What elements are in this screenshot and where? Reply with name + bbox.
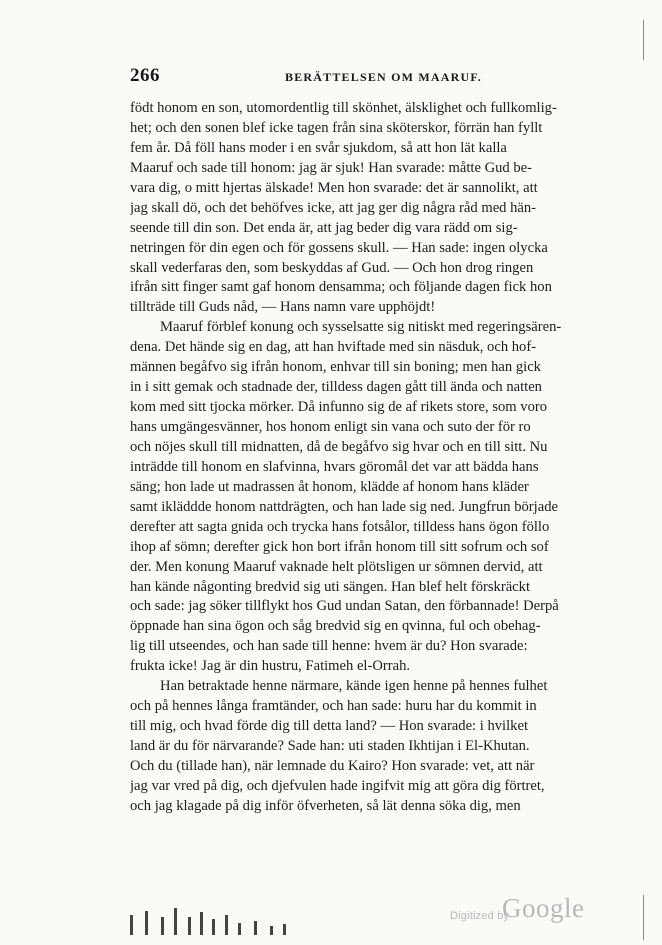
text-line: Maaruf förblef konung och sysselsatte sig nitiskt med regeringsären-: [160, 319, 562, 336]
text-line: Maaruf och sade till honom: jag är sjuk! Han svarade: måtte Gud be-: [130, 159, 533, 176]
watermark-prefix: Digitized by: [450, 910, 510, 922]
text-line: samt ikläddde honom nattdrägten, och han lade sig ned. Jungfrun började: [130, 498, 558, 515]
text-line: der. Men konung Maaruf vaknade helt plötsligen ur sömnen dervid, att: [130, 558, 543, 575]
google-watermark: [450, 895, 640, 929]
text-line: hans umgängesvänner, hos honom enligt sin vana och suto der för ro: [130, 419, 531, 435]
text-line: tillträde till Guds nåd, — Hans namn vare upphöjdt!: [130, 299, 436, 316]
text-line: Och du (tillade han), när lemnade du Kairo? Hon svarade: vet, att när: [130, 757, 535, 774]
page-header: [130, 64, 630, 88]
text-line: och jag klagade på dig inför öfverheten, så lät denna söka dig, men: [130, 797, 521, 814]
text-line: Han betraktade henne närmare, kände igen henne på hennes fulhet: [160, 678, 548, 695]
text-line: och på hennes långa framtänder, och han sade: huru har du kommit in: [130, 698, 537, 715]
text-line: öppnade han sina ögon och såg bredvid sig en qvinna, ful och obehag-: [130, 618, 541, 635]
running-head: BERÄTTELSEN OM MAARUF.: [285, 70, 482, 84]
text-line: skall vederfaras den, som beskyddas af Gud. — Och hon drog ringen: [130, 259, 534, 276]
text-line: vara dig, o mitt hjertas älskade! Men hon svarade: det är sannolikt, att: [130, 179, 538, 196]
body-text: [130, 99, 630, 817]
page-number: 266: [130, 65, 160, 86]
text-line: fem år. Då föll hans moder i en svår sjukdom, så att hon lät kalla: [130, 139, 507, 156]
text-line: netringen för din egen och för gossens skull. — Han sade: ingen olycka: [130, 239, 548, 256]
text-line: dena. Det hände sig en dag, att han hviftade med sin näsduk, och hof-: [130, 339, 537, 356]
text-line: säng; hon lade ut madrassen åt honom, klädde af honom hans kläder: [130, 478, 529, 495]
footer-marks: [130, 905, 300, 935]
text-line: kom med sitt tjocka mörker. Då infunno sig de af rikets store, som voro: [130, 399, 548, 416]
text-line: och nöjes skull till midnatten, då de begåfvo sig hvar och en till sitt. Nu: [130, 438, 548, 455]
text-line: land är du för närvarande? Sade han: uti staden Ikhtijan i El-Khutan.: [130, 738, 530, 754]
text-line: jag skall dö, och det behöfves icke, att jag ger dig några råd med hän-: [130, 199, 537, 216]
text-line: och sade: jag söker tillflykt hos Gud undan Satan, den förbannade! Derpå: [130, 598, 559, 615]
text-line: ihop af sömn; derefter gick hon bort ifrån honom till sitt sofrum och sof: [130, 538, 549, 555]
text-line: männen begåfvo sig ifrån honom, enhvar till sin boning; men han gick: [130, 359, 541, 376]
edge-mark: [643, 895, 644, 940]
text-line: het; och den sonen blef icke tagen från sina sköterskor, förrän han fyllt: [130, 119, 543, 136]
edge-mark: [643, 20, 644, 60]
google-logo: Google: [502, 893, 585, 923]
text-line: han kände någonting bredvid sig uti sängen. Han blef helt förskräckt: [130, 578, 531, 595]
text-line: födt honom en son, utomordentlig till skönhet, älsklighet och fullkomlig-: [130, 100, 557, 116]
text-line: inträdde till honom en slafvinna, hvars göromål det var att bädda hans: [130, 458, 539, 475]
text-line: seende till din son. Det enda är, att jag beder dig vara rädd om sig-: [130, 219, 518, 236]
text-line: till mig, och hvad förde dig till detta land? — Hon svarade: i hvilket: [130, 718, 528, 735]
text-line: derefter att sagta gnida och trycka hans fotsålor, tilldess hans ögon föllo: [130, 518, 550, 535]
text-line: lig till utseendes, och han sade till henne: hvem är du? Hon svarade:: [130, 638, 528, 655]
text-line: ifrån sitt finger samt gaf honom densamma; och följande dagen fick hon: [130, 279, 552, 296]
text-line: frukta icke! Jag är din hustru, Fatimeh el-Orrah.: [130, 658, 411, 675]
text-line: in i sitt gemak och stadnade der, tilldess dagen gått till ända och natten: [130, 379, 542, 396]
text-line: jag var vred på dig, och djefvulen hade ingifvit mig att göra dig förtret,: [130, 777, 545, 794]
